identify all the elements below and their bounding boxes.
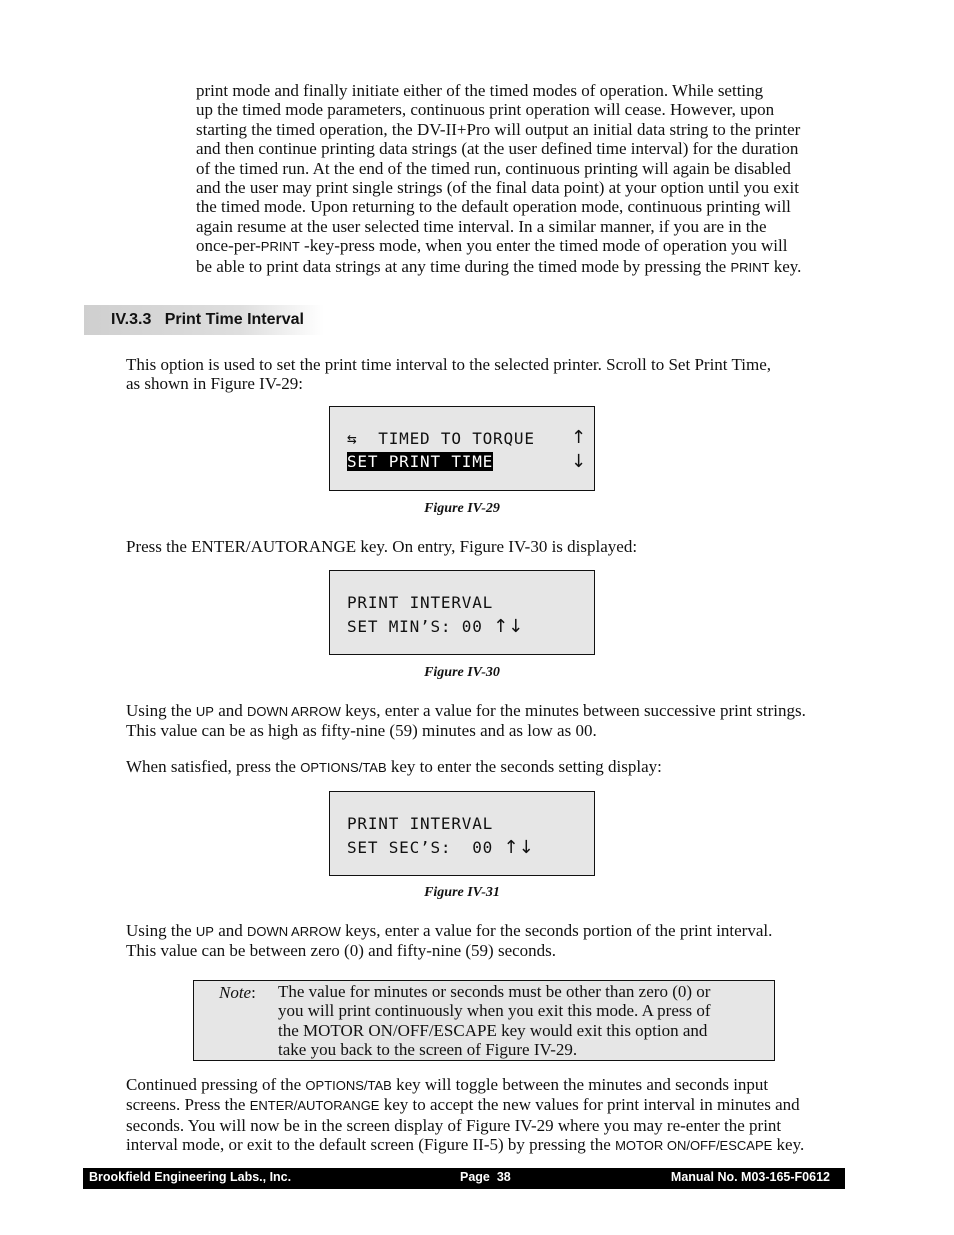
arrow-up-icon: ↑ [571, 427, 587, 448]
down-arrow-key: DOWN ARROW [247, 924, 341, 939]
print-key: PRINT [260, 239, 300, 255]
options-tab-key: OPTIONS/TAB [305, 1078, 392, 1093]
up-key: UP [195, 704, 214, 719]
up-down-arrows-icon: ↑↓ [503, 837, 534, 858]
note-text: The value for minutes or seconds must be other than zero (0) or you will print continuously when you exit this mode. A press of the MOTOR ON/OFF/ESCAPE key would exit this option and take you back to the screen of Figure IV-29. [278, 982, 711, 1060]
paragraph-4: When satisfied, press the OPTIONS/TAB key to enter the seconds setting display: [126, 757, 662, 776]
page-footer [83, 1168, 845, 1189]
note-label: Note: [219, 983, 256, 1002]
lcd-line-1: ⇆ TIMED TO TORQUE [347, 429, 535, 448]
arrow-down-icon: ↓ [571, 451, 587, 472]
lcd-line-2: SET SEC’S: 00 ↑↓ [347, 837, 534, 858]
section-number: IV.3.3 [111, 311, 152, 328]
section-title: Print Time Interval [164, 311, 304, 328]
lcd-line-1: PRINT INTERVAL [347, 593, 494, 612]
options-tab-key: OPTIONS/TAB [300, 760, 387, 775]
footer-page-number: Page 38 [460, 1170, 511, 1184]
intro-line: and then continue printing data strings (at the user defined time interval) for the duration [196, 139, 799, 159]
paragraph-2: Press the ENTER/AUTORANGE key. On entry, Figure IV-30 is displayed: [126, 537, 638, 556]
highlighted-menu-item: SET PRINT TIME [347, 452, 494, 471]
enter-autorange-key: ENTER/AUTORANGE [249, 1098, 380, 1114]
intro-line: again resume at the user selected time interval. In a similar manner, if you are in the [196, 216, 767, 236]
figure-caption: Figure IV-29 [424, 501, 500, 516]
up-key: UP [195, 924, 214, 939]
intro-line: and the user may print single strings (of the final data point) at your option until you exit [196, 178, 799, 198]
figure-caption: Figure IV-30 [424, 665, 500, 680]
lcd-line-2 [347, 452, 493, 471]
intro-line: of the timed run. At the end of the timed run, continuous printing will again be disabled [196, 158, 791, 178]
footer-company: Brookfield Engineering Labs., Inc. [89, 1170, 292, 1184]
paragraph-5: Using the UP and DOWN ARROW keys, enter a value for the seconds portion of the print interval. This value can be between zero (0) and fifty-nine (59) seconds. [126, 921, 773, 961]
intro-line: starting the timed operation, the DV-II+Pro will output an initial data string to the printer [196, 119, 801, 139]
intro-line: print mode and finally initiate either of the timed modes of operation. While setting [196, 81, 764, 100]
up-down-arrows-icon: ↑↓ [493, 616, 524, 637]
motor-escape-key: MOTOR ON/OFF/ESCAPE [615, 1138, 773, 1154]
down-arrow-key: DOWN ARROW [247, 704, 341, 719]
intro-line: be able to print data strings at any time during the timed mode by pressing the PRINT key. [196, 256, 802, 276]
lcd-line-2: SET MIN’S: 00 ↑↓ [347, 616, 524, 637]
section-heading [111, 311, 304, 329]
figure-caption: Figure IV-31 [424, 885, 500, 900]
lcd-line-1: PRINT INTERVAL [347, 814, 494, 833]
intro-line: once-per-PRINT -key-press mode, when you enter the timed mode of operation you will [196, 236, 788, 256]
note-box [193, 980, 775, 1061]
paragraph-6: Continued pressing of the OPTIONS/TAB key will toggle between the minutes and seconds input screens. Press the ENTER/AUTORANGE key to accept the new values for print interval in minutes and seconds. You will now be in the screen display of Figure IV-29 where you may re-enter the print interval mode, or exit to the default screen (Figure II-5) by pressing the MOTOR ON/OFF/ESCAPE key. [126, 1075, 805, 1155]
lcd-display-fig29 [329, 406, 595, 491]
intro-line: up the timed mode parameters, continuous print operation will cease. However, upon [196, 100, 775, 120]
lcd-display-fig31 [329, 791, 595, 876]
paragraph-3: Using the UP and DOWN ARROW keys, enter a value for the minutes between successive print strings. This value can be as high as fifty-nine (59) minutes and as low as 00. [126, 701, 806, 741]
lcd-display-fig30 [329, 570, 595, 655]
intro-paragraph [196, 81, 841, 277]
print-key: PRINT [730, 259, 770, 275]
footer-manual-number: Manual No. M03-165-F0612 [670, 1170, 830, 1184]
paragraph-1: This option is used to set the print time interval to the selected printer. Scroll to Set Print Time, as shown in Figure IV-29: [126, 355, 771, 394]
intro-line: the timed mode. Upon returning to the default operation mode, continuous printing will [196, 197, 791, 217]
